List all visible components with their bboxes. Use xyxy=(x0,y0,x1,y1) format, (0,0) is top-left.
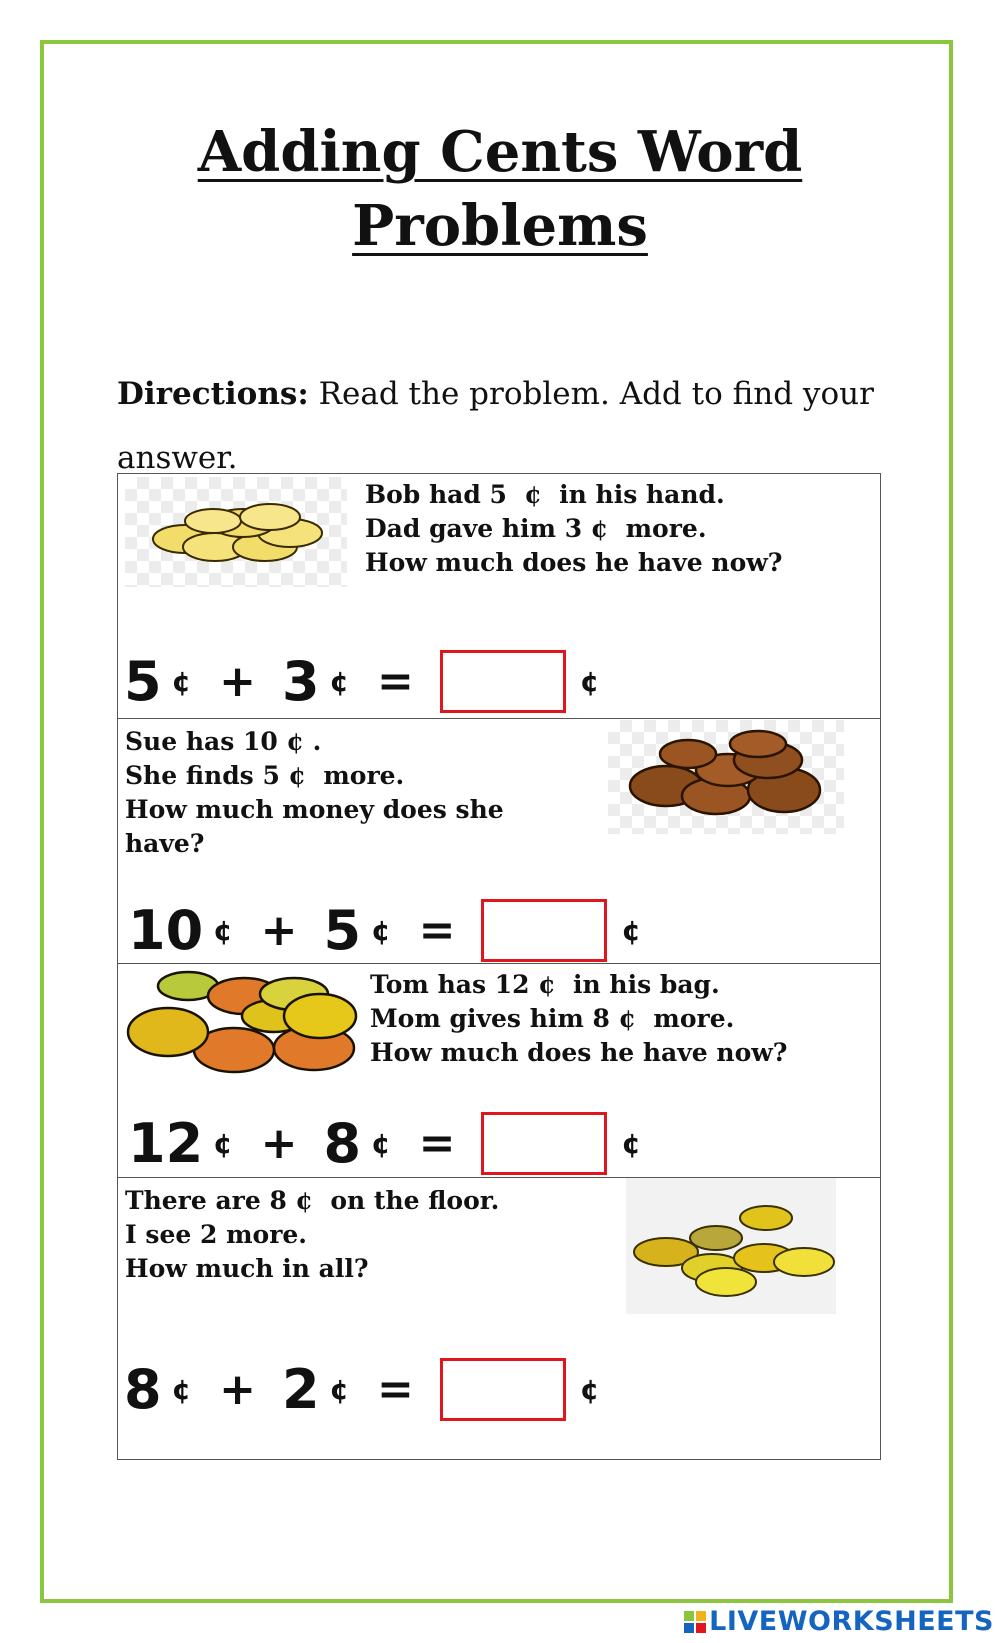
answer-cent-sign: ¢ xyxy=(621,914,641,947)
directions xyxy=(117,362,897,490)
cent-sign: ¢ xyxy=(213,914,233,947)
equals-sign: = xyxy=(377,1364,414,1415)
answer-box-2[interactable] xyxy=(481,899,607,962)
cent-sign: ¢ xyxy=(171,665,192,698)
addend-a: 5 xyxy=(124,649,162,713)
mixed-coins-icon xyxy=(124,966,364,1080)
problem-text-2: Sue has 10 ¢ . She finds 5 ¢ more. How much money does she have? xyxy=(125,727,504,858)
equals-sign: = xyxy=(377,656,414,707)
addend-b: 3 xyxy=(281,649,320,713)
problem-text-4: There are 8 ¢ on the floor. I see 2 more. How much in all? xyxy=(125,1186,500,1283)
addend-b: 2 xyxy=(281,1357,320,1421)
problem-cell-1 xyxy=(118,474,880,719)
page-title-line2: Problems xyxy=(352,193,648,259)
copper-coins-icon xyxy=(608,720,844,834)
liveworksheets-logo[interactable] xyxy=(683,1606,994,1637)
answer-box-3[interactable] xyxy=(481,1112,607,1175)
answer-cent-sign: ¢ xyxy=(579,1373,600,1406)
plus-sign: + xyxy=(219,656,256,707)
liveworksheets-logo-icon xyxy=(683,1610,707,1634)
answer-box-4[interactable] xyxy=(440,1358,566,1421)
cent-sign: ¢ xyxy=(171,1373,192,1406)
problems-table xyxy=(117,473,881,1460)
directions-label: Directions: xyxy=(117,376,309,412)
cent-sign: ¢ xyxy=(329,665,349,698)
addend-b: 5 xyxy=(323,898,362,962)
equals-sign: = xyxy=(418,1118,456,1169)
answer-box-1[interactable] xyxy=(440,650,566,713)
problem-text-1: Bob had 5 ¢ in his hand. Dad gave him 3 ¢ more. How much does he have now? xyxy=(365,480,783,577)
cent-sign: ¢ xyxy=(213,1127,233,1160)
gold-coins-icon xyxy=(125,477,347,587)
addend-a: 12 xyxy=(128,1111,204,1175)
plus-sign: + xyxy=(260,1118,298,1169)
equals-sign: = xyxy=(418,905,456,956)
problem-cell-3 xyxy=(118,964,880,1178)
addend-b: 8 xyxy=(323,1111,362,1175)
brand-name: LIVEWORKSHEETS xyxy=(709,1606,994,1637)
equation-3 xyxy=(128,1112,641,1175)
page-title-line1: Adding Cents Word xyxy=(197,119,803,185)
problem-cell-2 xyxy=(118,719,880,964)
equation-1 xyxy=(124,650,599,713)
cent-sign: ¢ xyxy=(371,914,391,947)
plus-sign: + xyxy=(219,1364,256,1415)
plus-sign: + xyxy=(260,905,298,956)
problem-text-3: Tom has 12 ¢ in his bag. Mom gives him 8 ¢ more. How much does he have now? xyxy=(370,970,788,1067)
answer-cent-sign: ¢ xyxy=(621,1127,641,1160)
cent-sign: ¢ xyxy=(371,1127,391,1160)
cent-sign: ¢ xyxy=(329,1373,349,1406)
yellow-coins-icon xyxy=(626,1178,836,1314)
addend-a: 8 xyxy=(124,1357,162,1421)
equation-4 xyxy=(124,1358,599,1421)
equation-2 xyxy=(128,899,641,962)
directions-text: Read the problem. Add to find your answer. xyxy=(117,376,874,476)
problem-cell-4 xyxy=(118,1178,880,1459)
addend-a: 10 xyxy=(128,898,204,962)
answer-cent-sign: ¢ xyxy=(579,665,600,698)
